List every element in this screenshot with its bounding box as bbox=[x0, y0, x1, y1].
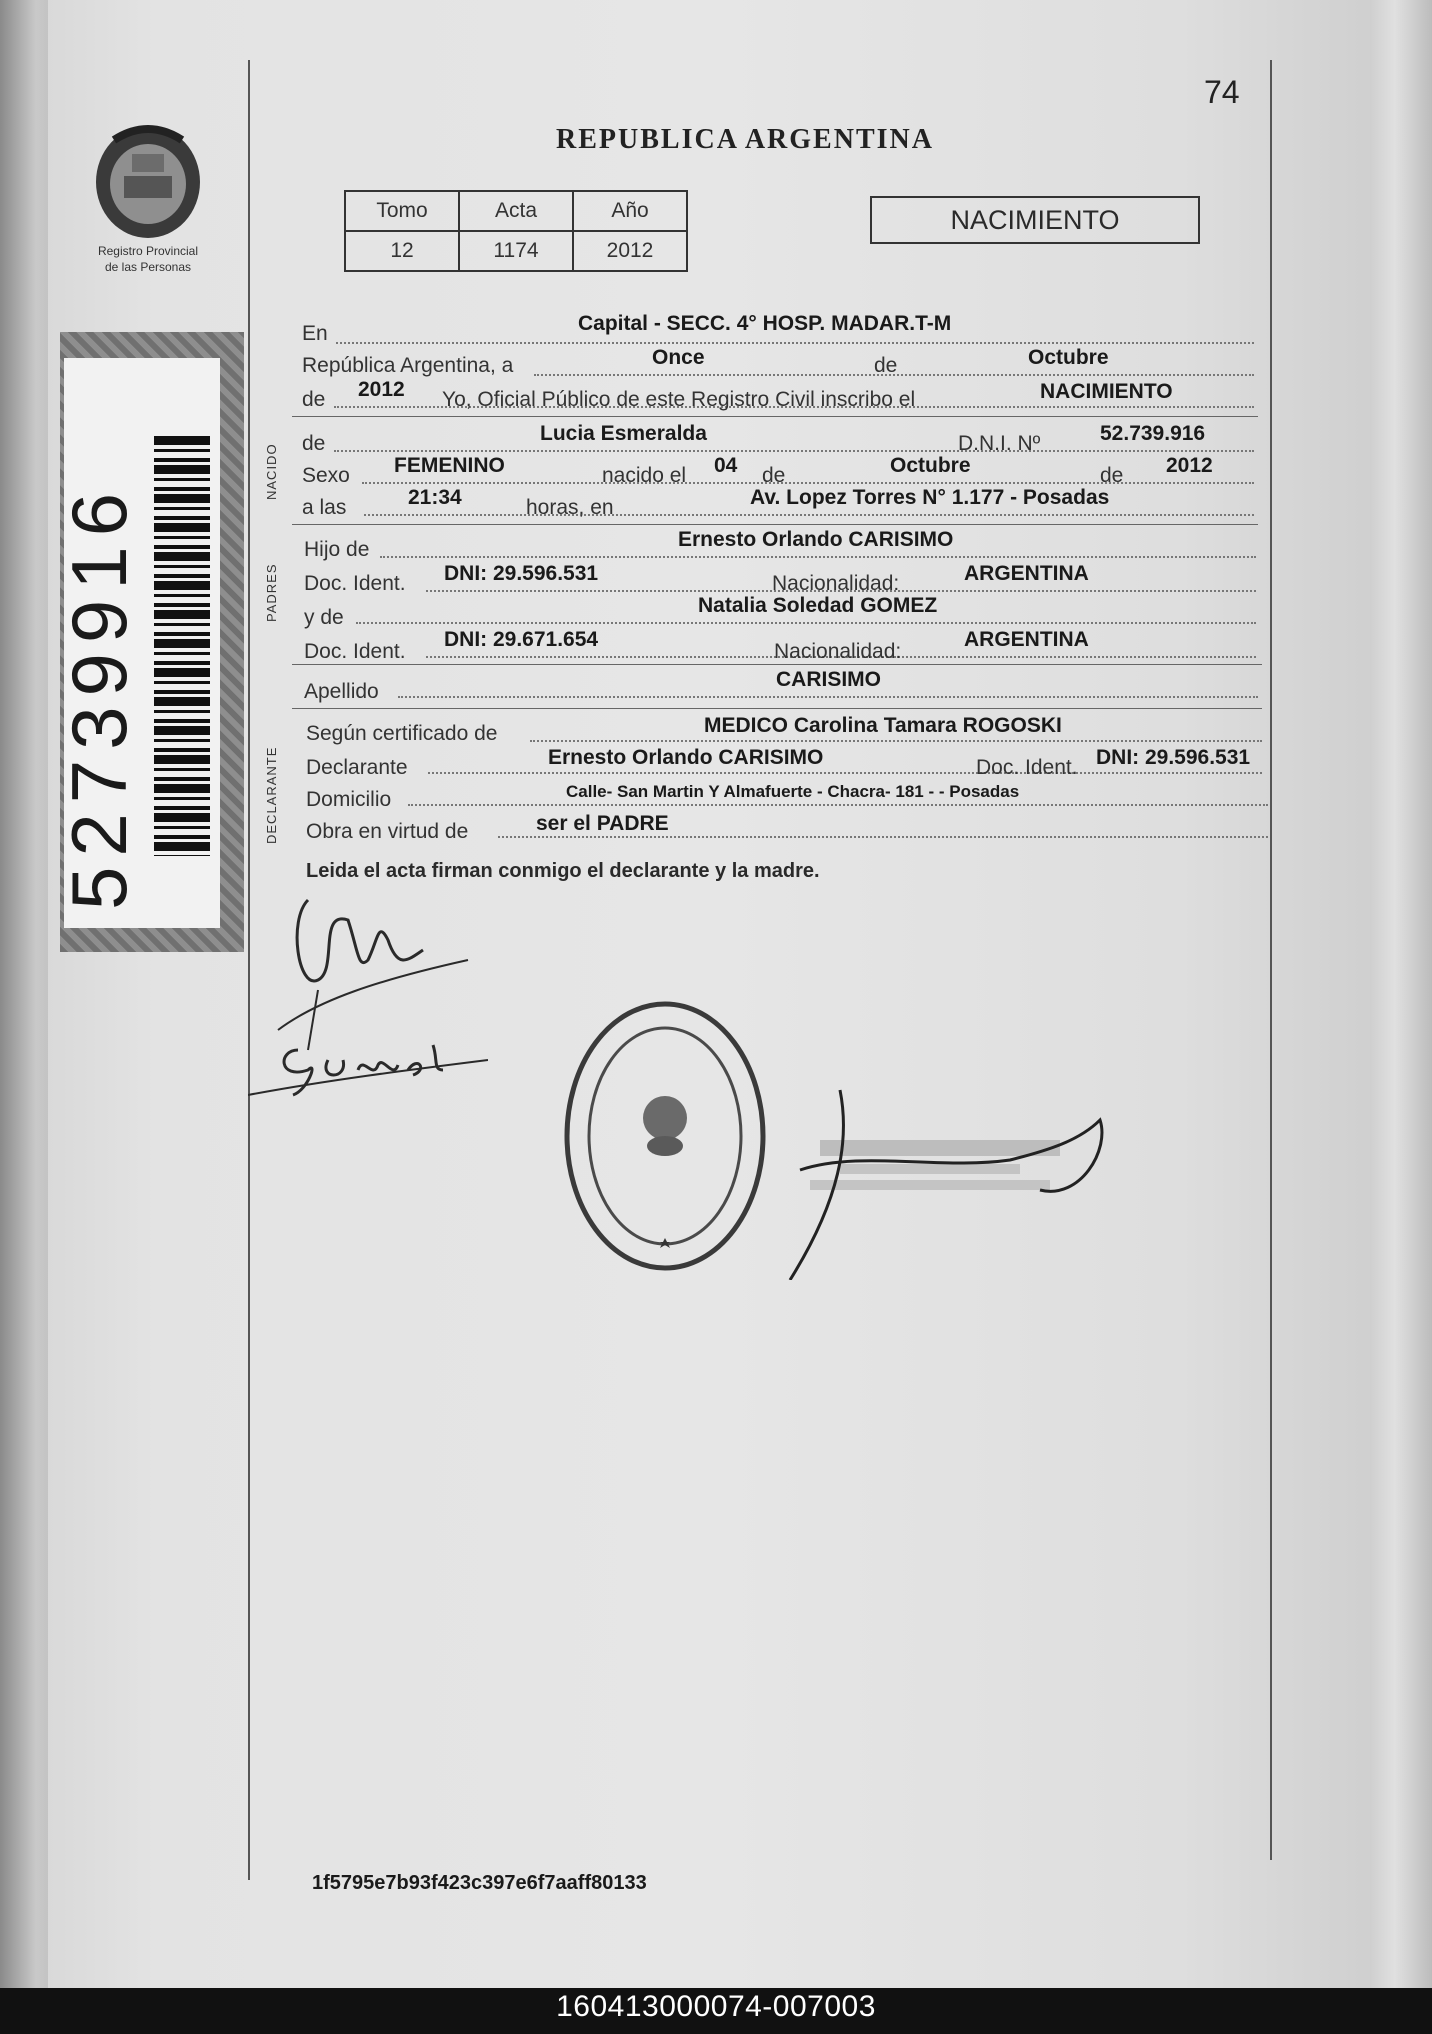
label-de-mes: de bbox=[874, 354, 898, 377]
dots-obra bbox=[498, 836, 1268, 838]
value-lugar: Capital - SECC. 4° HOSP. MADAR.T-M bbox=[578, 312, 952, 335]
mother-signature bbox=[248, 1010, 488, 1110]
section-divider-declarante bbox=[292, 708, 1262, 709]
coat-of-arms-icon bbox=[84, 110, 212, 240]
label-de-nombre: de bbox=[302, 432, 326, 455]
label-doc-madre: Doc. Ident. bbox=[304, 640, 406, 663]
label-nacionalidad-madre: Nacionalidad: bbox=[774, 640, 902, 663]
header-acta: Acta bbox=[459, 191, 573, 231]
dots-en bbox=[336, 342, 1254, 344]
value-dia-inscripcion: Once bbox=[652, 346, 705, 369]
value-acta: 1174 bbox=[459, 231, 573, 271]
value-dni: 52.739.916 bbox=[1100, 422, 1206, 445]
label-segun: Según certificado de bbox=[306, 722, 498, 745]
barcode-number: 52739916 bbox=[55, 482, 143, 910]
officer-signature bbox=[780, 1080, 1120, 1280]
official-stamp-icon bbox=[560, 996, 770, 1276]
value-padre: Ernesto Orlando CARISIMO bbox=[678, 528, 954, 551]
right-frame-line bbox=[1270, 60, 1272, 1860]
value-declarante-doc: DNI: 29.596.531 bbox=[1096, 746, 1251, 769]
value-padre-nac: ARGENTINA bbox=[964, 562, 1089, 585]
section-divider-nacido bbox=[292, 416, 1258, 417]
label-de-mes-nac: de bbox=[762, 464, 786, 487]
value-anio-inscripcion: 2012 bbox=[358, 378, 405, 401]
value-apellido: CARISIMO bbox=[776, 668, 881, 691]
dots-domicilio bbox=[408, 804, 1268, 806]
header-anio: Año bbox=[573, 191, 687, 231]
value-domicilio: Calle- San Martin Y Almafuerte - Chacra- 181 - - Posadas bbox=[566, 782, 1020, 801]
document-hash: 1f5795e7b93f423c397e6f7aaff80133 bbox=[312, 1872, 647, 1894]
page-number: 74 bbox=[1204, 74, 1240, 110]
value-tomo: 12 bbox=[345, 231, 459, 271]
label-declarante: Declarante bbox=[306, 756, 408, 779]
value-virtud: ser el PADRE bbox=[536, 812, 669, 835]
section-label-declarante: DECLARANTE bbox=[264, 746, 279, 844]
label-a-las: a las bbox=[302, 496, 347, 519]
value-anio-nac: 2012 bbox=[1166, 454, 1213, 477]
logo-caption-1: Registro Provincial bbox=[97, 244, 199, 258]
dots-padre bbox=[380, 556, 1256, 558]
header-tomo: Tomo bbox=[345, 191, 459, 231]
value-dia-nac: 04 bbox=[714, 454, 738, 477]
closing-statement: Leida el acta firman conmigo el declarante y la madre. bbox=[306, 860, 820, 882]
section-divider-apellido bbox=[292, 664, 1262, 665]
scan-id: 160413000074-007003 bbox=[556, 1990, 876, 2023]
label-dni: D.N.I. Nº bbox=[958, 432, 1041, 455]
value-certificado: MEDICO Carolina Tamara ROGOSKI bbox=[704, 714, 1062, 737]
label-horas-en: horas, en bbox=[526, 496, 614, 519]
value-madre-nac: ARGENTINA bbox=[964, 628, 1089, 651]
dots-declarante bbox=[428, 772, 1262, 774]
value-lugar-nac: Av. Lopez Torres N° 1.177 - Posadas bbox=[750, 486, 1110, 509]
document-type-box: NACIMIENTO bbox=[870, 196, 1200, 244]
label-sexo: Sexo bbox=[302, 464, 350, 487]
label-obra: Obra en virtud de bbox=[306, 820, 469, 843]
value-tipo: NACIMIENTO bbox=[1040, 380, 1173, 403]
registry-logo bbox=[84, 110, 212, 240]
value-hora: 21:34 bbox=[408, 486, 462, 509]
section-label-nacido: NACIDO bbox=[264, 443, 279, 500]
value-nombre: Lucia Esmeralda bbox=[540, 422, 707, 445]
dots-certificado bbox=[530, 740, 1262, 742]
label-de-anio-nac: de bbox=[1100, 464, 1124, 487]
label-republica: República Argentina, a bbox=[302, 354, 514, 377]
label-nacionalidad-padre: Nacionalidad: bbox=[772, 572, 900, 595]
document-title: REPUBLICA ARGENTINA bbox=[556, 124, 934, 155]
label-domicilio: Domicilio bbox=[306, 788, 392, 811]
value-mes-inscripcion: Octubre bbox=[1028, 346, 1109, 369]
dots-apellido bbox=[398, 696, 1258, 698]
registry-info-table bbox=[344, 190, 688, 272]
value-padre-doc: DNI: 29.596.531 bbox=[444, 562, 599, 585]
next-page-edge bbox=[1370, 0, 1432, 1988]
section-divider-padres bbox=[292, 524, 1258, 525]
dots-hora bbox=[364, 514, 1254, 516]
label-doc-padre: Doc. Ident. bbox=[304, 572, 406, 595]
value-madre-doc: DNI: 29.671.654 bbox=[444, 628, 599, 651]
label-hijo-de: Hijo de bbox=[304, 538, 370, 561]
value-sexo: FEMENINO bbox=[394, 454, 505, 477]
value-declarante: Ernesto Orlando CARISIMO bbox=[548, 746, 824, 769]
dots-madre bbox=[356, 622, 1256, 624]
logo-caption-2: de las Personas bbox=[104, 260, 192, 274]
section-label-padres: PADRES bbox=[264, 563, 279, 622]
label-yo-oficial: Yo, Oficial Público de este Registro Civil inscribo el bbox=[442, 388, 916, 411]
value-mes-nac: Octubre bbox=[890, 454, 971, 477]
label-y-de: y de bbox=[304, 606, 344, 629]
value-anio: 2012 bbox=[573, 231, 687, 271]
barcode-bars bbox=[154, 436, 210, 856]
label-en: En bbox=[302, 322, 328, 345]
label-de-anio: de bbox=[302, 388, 326, 411]
value-madre: Natalia Soledad GOMEZ bbox=[698, 594, 938, 617]
label-apellido: Apellido bbox=[304, 680, 379, 703]
label-nacido-el: nacido el bbox=[602, 464, 687, 487]
dots-nombre bbox=[334, 450, 1254, 452]
label-doc-declarante: Doc. Ident. bbox=[976, 756, 1078, 779]
